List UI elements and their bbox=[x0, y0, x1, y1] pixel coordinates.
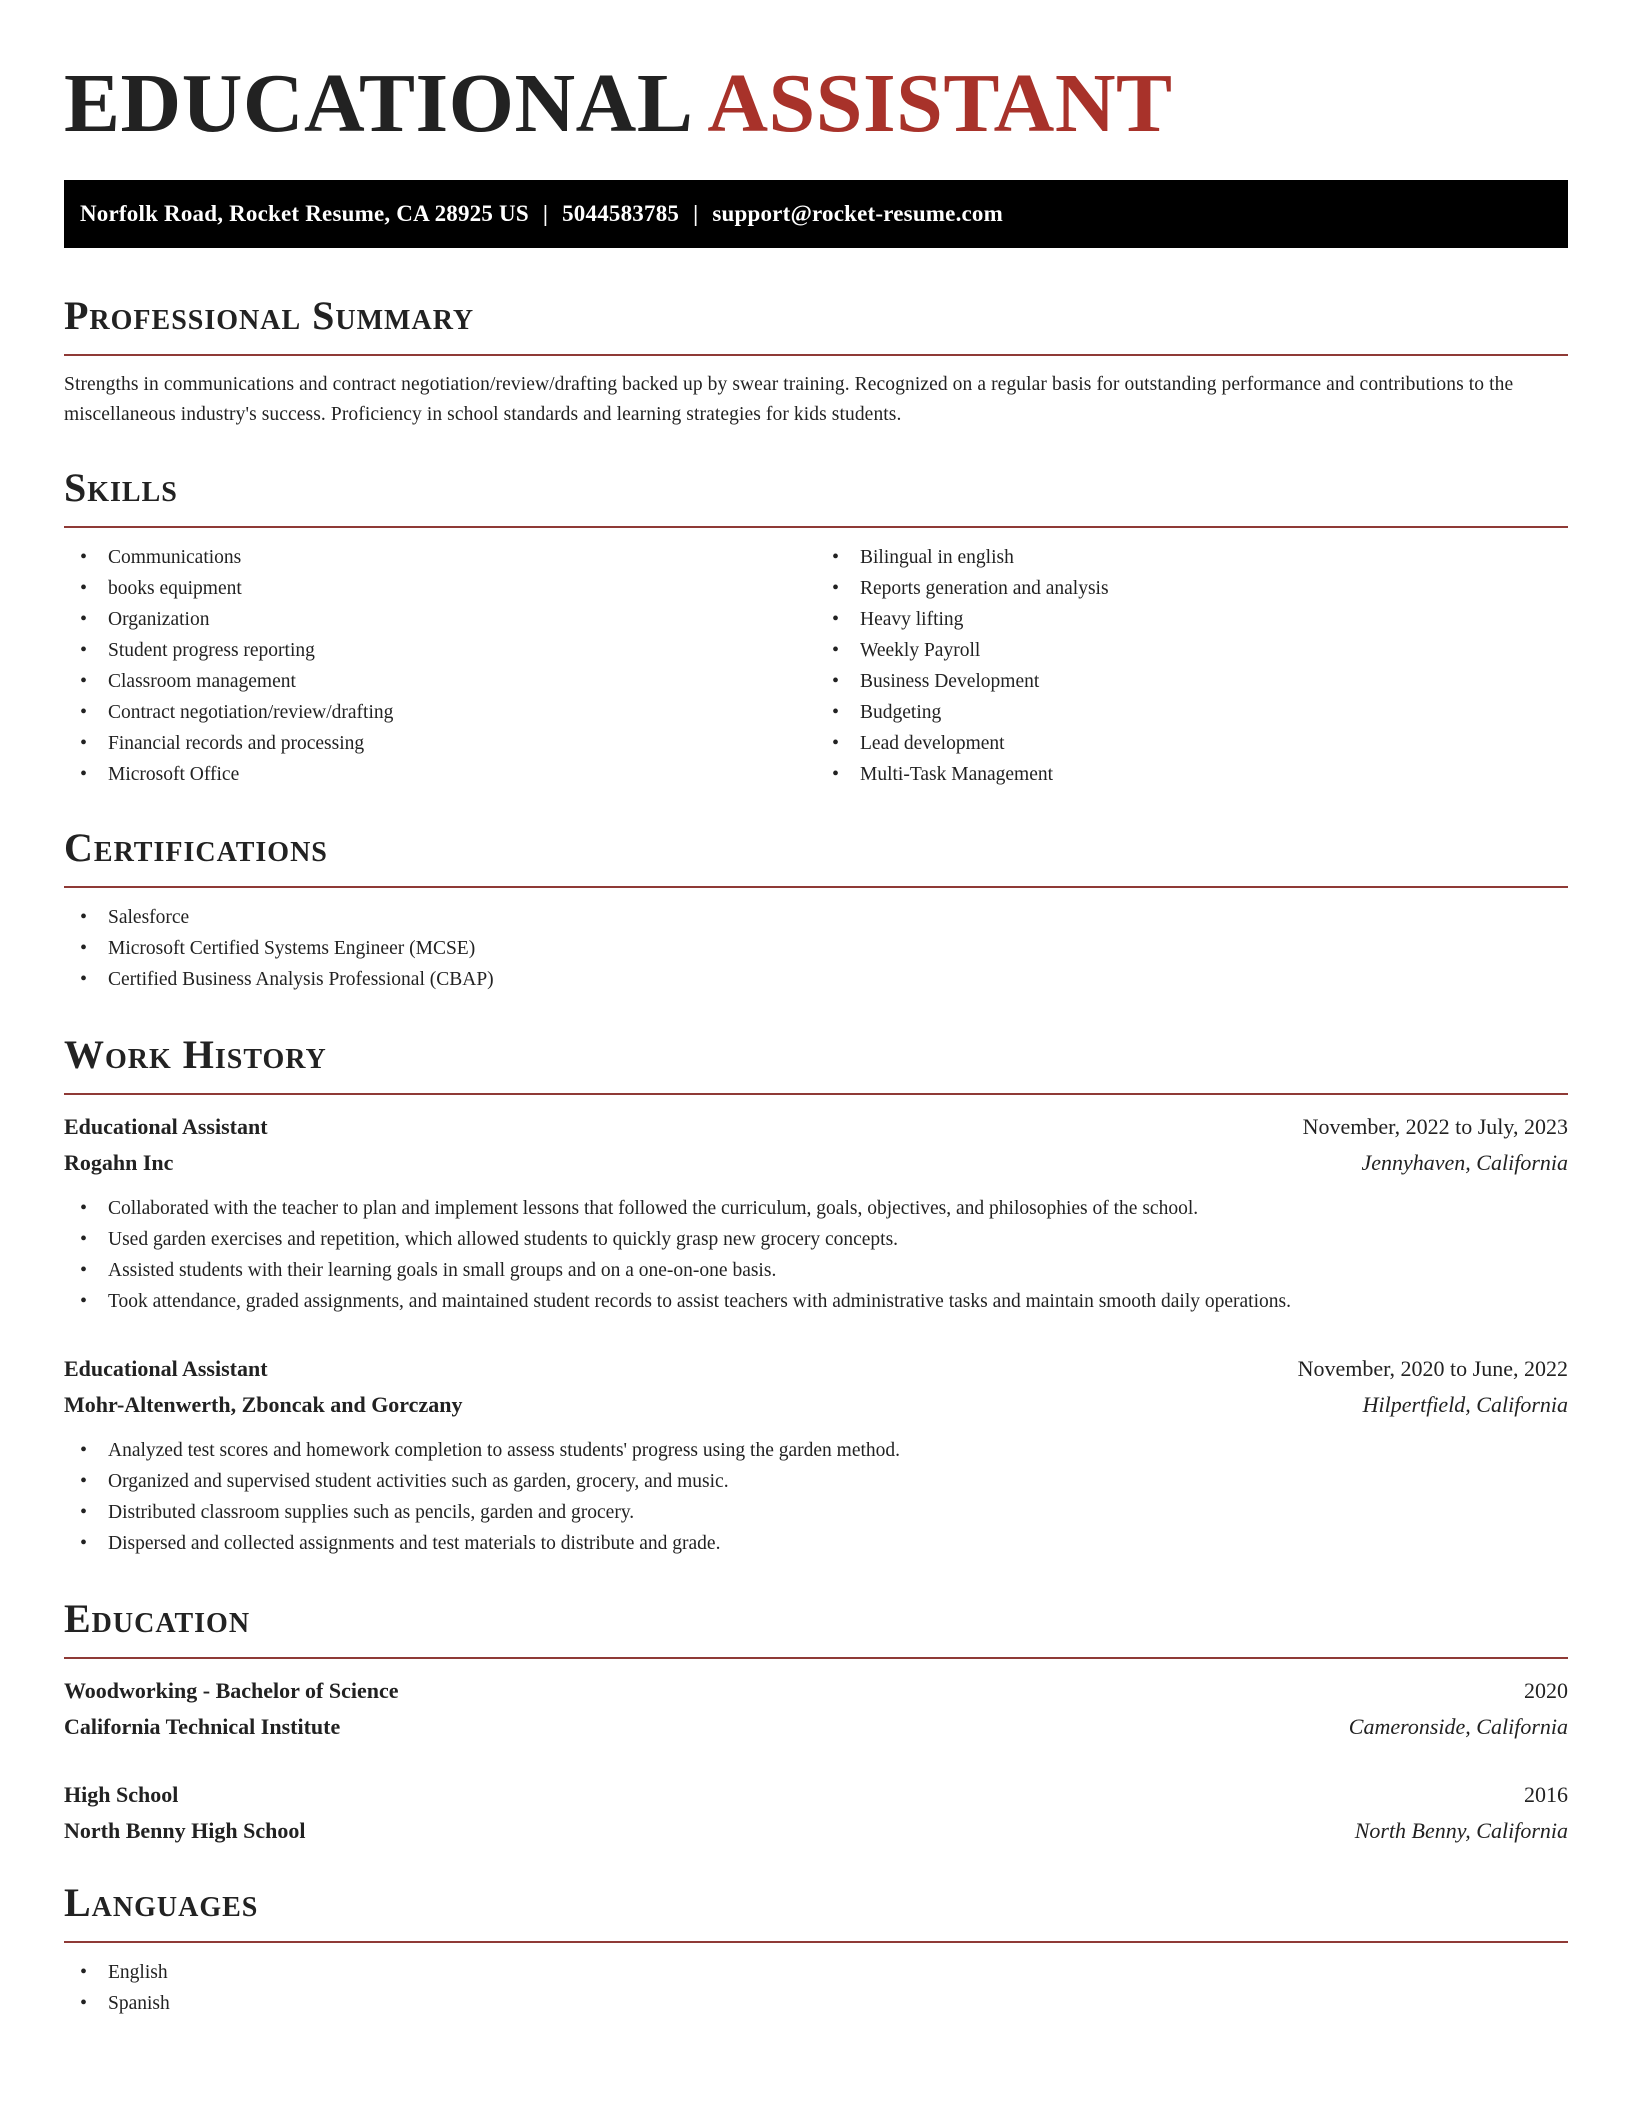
skill-item: • Multi-Task Management bbox=[816, 759, 1568, 790]
education-degree: High School bbox=[64, 1782, 179, 1807]
skill-item: • Microsoft Office bbox=[64, 759, 816, 790]
education-school: North Benny High School bbox=[64, 1818, 306, 1843]
skill-item: • Contract negotiation/review/drafting bbox=[64, 697, 816, 728]
job-bullet: • Analyzed test scores and homework completion to assess students' progress using the garden method. bbox=[64, 1435, 1568, 1466]
skills-list-left bbox=[64, 542, 816, 790]
job-company: Rogahn Inc bbox=[64, 1150, 174, 1175]
job-header-row bbox=[64, 1351, 1568, 1387]
language-item: • English bbox=[64, 1957, 1568, 1988]
contact-bar bbox=[64, 180, 1568, 248]
skill-item: • Heavy lifting bbox=[816, 604, 1568, 635]
contact-address: Norfolk Road, Rocket Resume, CA 28925 US bbox=[80, 201, 529, 226]
education-header-row bbox=[64, 1777, 1568, 1813]
section-divider bbox=[64, 526, 1568, 528]
certifications-section bbox=[64, 824, 1568, 995]
job-bullet: • Dispersed and collected assignments and test materials to distribute and grade. bbox=[64, 1528, 1568, 1559]
skill-item: • books equipment bbox=[64, 573, 816, 604]
job-bullet: • Distributed classroom supplies such as pencils, garden and grocery. bbox=[64, 1497, 1568, 1528]
education-year: 2020 bbox=[1524, 1678, 1568, 1703]
section-title-summary: Professional Summary bbox=[64, 293, 475, 338]
section-title-work: Work History bbox=[64, 1032, 327, 1077]
summary-text: Strengths in communications and contract negotiation/review/drafting backed up by swear training. Recognized on a regular basis for outstanding performance and contributions to the miscellaneous industry's success. Proficiency in school standards and learning strategies for kids students. bbox=[64, 374, 1514, 425]
job-location: Jennyhaven, California bbox=[1361, 1150, 1568, 1175]
skill-item: • Business Development bbox=[816, 666, 1568, 697]
section-title-languages: Languages bbox=[64, 1880, 259, 1925]
job-bullet: • Collaborated with the teacher to plan and implement lessons that followed the curriculum, goals, objectives, and philosophies of the school. bbox=[64, 1193, 1568, 1224]
education-location: Cameronside, California bbox=[1348, 1714, 1568, 1739]
skill-item: • Classroom management bbox=[64, 666, 816, 697]
education-header-row bbox=[64, 1673, 1568, 1709]
job-bullet: • Organized and supervised student activities such as garden, grocery, and music. bbox=[64, 1466, 1568, 1497]
job-entry bbox=[64, 1351, 1568, 1559]
job-role: Educational Assistant bbox=[64, 1114, 268, 1139]
skills-list-right bbox=[816, 542, 1568, 790]
education-degree: Woodworking - Bachelor of Science bbox=[64, 1678, 399, 1703]
skill-item: • Weekly Payroll bbox=[816, 635, 1568, 666]
skill-item: • Communications bbox=[64, 542, 816, 573]
job-company-row bbox=[64, 1145, 1568, 1181]
job-bullets bbox=[64, 1435, 1568, 1559]
contact-phone: 5044583785 bbox=[562, 201, 680, 226]
skill-item: • Reports generation and analysis bbox=[816, 573, 1568, 604]
education-location: North Benny, California bbox=[1354, 1818, 1568, 1843]
education-school: California Technical Institute bbox=[64, 1714, 341, 1739]
skill-item: • Bilingual in english bbox=[816, 542, 1568, 573]
candidate-name bbox=[64, 56, 1568, 152]
certification-item: • Microsoft Certified Systems Engineer (MCSE) bbox=[64, 933, 1568, 964]
job-bullets bbox=[64, 1193, 1568, 1317]
summary-section bbox=[64, 292, 1568, 430]
section-title-certifications: Certifications bbox=[64, 825, 328, 870]
name-first: EDUCATIONAL bbox=[64, 57, 694, 150]
contact-email: support@rocket-resume.com bbox=[712, 201, 1003, 226]
contact-separator: | bbox=[693, 201, 699, 226]
job-bullet: • Took attendance, graded assignments, and maintained student records to assist teachers with administrative tasks and maintain smooth daily operations. bbox=[64, 1286, 1568, 1317]
job-location: Hilpertfield, California bbox=[1362, 1392, 1568, 1417]
education-school-row bbox=[64, 1813, 1568, 1849]
skill-item: • Financial records and processing bbox=[64, 728, 816, 759]
job-role: Educational Assistant bbox=[64, 1356, 268, 1381]
language-item: • Spanish bbox=[64, 1988, 1568, 2019]
section-divider bbox=[64, 1093, 1568, 1095]
section-title-education: Education bbox=[64, 1596, 251, 1641]
section-divider bbox=[64, 886, 1568, 888]
job-dates: November, 2020 to June, 2022 bbox=[1297, 1356, 1568, 1381]
certification-item: • Certified Business Analysis Professional (CBAP) bbox=[64, 964, 1568, 995]
certification-item: • Salesforce bbox=[64, 902, 1568, 933]
job-company-row bbox=[64, 1387, 1568, 1423]
work-section bbox=[64, 1031, 1568, 1559]
job-bullet: • Assisted students with their learning goals in small groups and on a one-on-one basis. bbox=[64, 1255, 1568, 1286]
certifications-list bbox=[64, 902, 1568, 995]
job-entry bbox=[64, 1109, 1568, 1317]
name-last: ASSISTANT bbox=[707, 57, 1173, 150]
section-divider bbox=[64, 1657, 1568, 1659]
skills-grid bbox=[64, 542, 1568, 790]
contact-separator: | bbox=[542, 201, 549, 226]
job-company: Mohr-Altenwerth, Zboncak and Gorczany bbox=[64, 1392, 463, 1417]
job-dates: November, 2022 to July, 2023 bbox=[1302, 1114, 1568, 1139]
languages-section bbox=[64, 1879, 1568, 2019]
skill-item: • Lead development bbox=[816, 728, 1568, 759]
skill-item: • Organization bbox=[64, 604, 816, 635]
education-school-row bbox=[64, 1709, 1568, 1745]
education-section bbox=[64, 1595, 1568, 1849]
job-header-row bbox=[64, 1109, 1568, 1145]
skill-item: • Student progress reporting bbox=[64, 635, 816, 666]
skill-item: • Budgeting bbox=[816, 697, 1568, 728]
education-entry bbox=[64, 1777, 1568, 1849]
job-bullet: • Used garden exercises and repetition, which allowed students to quickly grasp new grocery concepts. bbox=[64, 1224, 1568, 1255]
languages-list bbox=[64, 1957, 1568, 2019]
section-divider bbox=[64, 354, 1568, 356]
section-title-skills: Skills bbox=[64, 465, 178, 510]
skills-section bbox=[64, 464, 1568, 790]
education-entry bbox=[64, 1673, 1568, 1745]
education-year: 2016 bbox=[1524, 1782, 1568, 1807]
section-divider bbox=[64, 1941, 1568, 1943]
